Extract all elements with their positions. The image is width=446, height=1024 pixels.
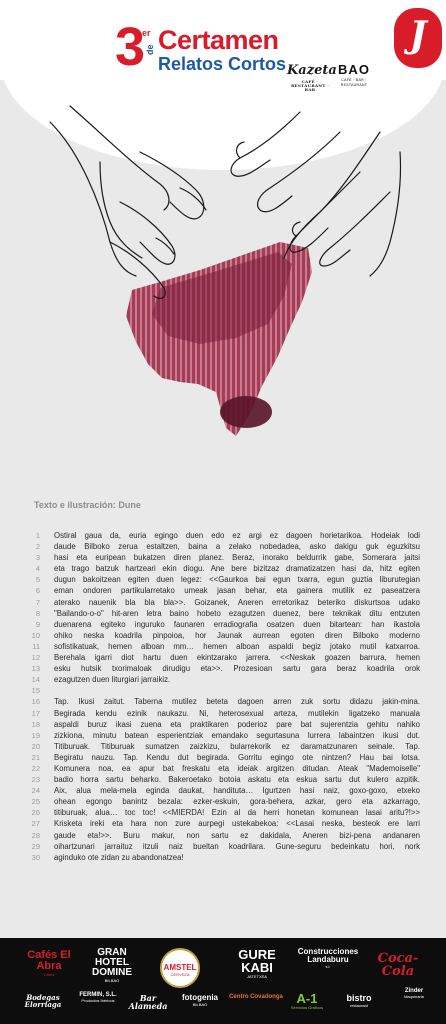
line-number: 21	[31, 752, 40, 762]
line-text: esku hutsik txorimaloak dirudigu eta>>. Prozesioan sartu gara beraz koadrila orok	[54, 664, 420, 674]
sponsor-name: Construcciones Landaburu	[297, 947, 359, 964]
red-stain	[126, 242, 312, 436]
line-number: 27	[31, 819, 40, 829]
sponsor-footer	[0, 938, 446, 1024]
sponsor-name: Centro Covadonga	[229, 994, 283, 1000]
line-text: aterako nauenik bla bla bla>>. Goizanek, Aneren erretorikaz beteriko diskurtsoa udako	[54, 597, 420, 607]
line-text: Begiratu nauzu. Tap. Kendu dut begirada. Gorritu egingo ote nintzen? Hau bai lotsa.	[54, 752, 420, 762]
publication-logo-letter: J	[409, 14, 427, 56]
story-line	[24, 552, 420, 563]
line-number: 15	[31, 686, 40, 696]
line-number: 13	[31, 664, 40, 674]
line-number: 2	[35, 542, 40, 552]
line-number: 19	[31, 730, 40, 740]
sponsor-subtitle: restaurant	[349, 1003, 368, 1008]
line-number: 23	[31, 775, 40, 785]
sponsor-logo	[228, 994, 284, 1000]
hands-and-red-stain-illustration	[40, 92, 410, 442]
story-line	[24, 708, 420, 719]
line-number: 30	[31, 852, 40, 862]
line-text: Krisketa ireki eta hara non zure aurpegi ustekabekoa: <<Lasai neska, besteok ere larri	[54, 819, 420, 829]
line-number: 28	[31, 830, 40, 840]
line-number: 29	[31, 841, 40, 851]
story-line	[24, 852, 420, 863]
line-text: oihartzunari jarraituz itzuli naiz bueltan koadrilara. Gune-seguru bedeinkatu hori, nork	[54, 841, 420, 851]
sponsor-logo	[392, 988, 436, 999]
story-line	[24, 585, 420, 596]
line-text: zizkiona, minutu batean esperientziak emandako segurtasuna lurrera labaintzen ikusi dut.	[54, 730, 420, 740]
sponsor-logo	[20, 950, 78, 977]
line-number: 14	[31, 675, 40, 685]
story-line	[24, 674, 420, 685]
story-line	[24, 608, 420, 619]
story-line	[24, 785, 420, 796]
title-line1: Certamen	[158, 25, 279, 55]
story-line	[24, 807, 420, 818]
story-line	[24, 830, 420, 841]
sponsor-logo	[226, 948, 288, 979]
sponsor-name: Zinder	[404, 988, 424, 994]
story-line	[24, 841, 420, 852]
sponsor-logo	[78, 992, 118, 1003]
illustration-credit: Texto e ilustración: Dune	[34, 500, 141, 510]
line-number: 10	[31, 630, 40, 640]
story-line	[24, 574, 420, 585]
line-text: gaude eta!>>. Buru makur, non sartu ez dakidala, Aneren bizi-pena andanaren	[54, 830, 420, 840]
sponsor-subtitle: Productos Ibéricos	[81, 998, 115, 1003]
left-hand-drawing	[50, 106, 206, 298]
line-text: ohean egongo banintz bezala: ezker-eskuin, gora-behera, azkar, gero eta azkarrago,	[54, 797, 420, 807]
sponsor-logo	[366, 952, 430, 978]
sponsor-logo	[10, 994, 76, 1008]
story-line	[24, 818, 420, 829]
sponsor-name: A-1	[296, 991, 318, 1006]
line-number: 1	[35, 531, 40, 540]
story-line	[24, 663, 420, 674]
sponsor-name: FERMIN, S.L.	[79, 992, 117, 998]
sponsor-name: Coca-Cola	[377, 951, 419, 979]
line-number: 24	[31, 786, 40, 796]
story-line	[24, 541, 420, 552]
bao-logo: BAO CAFÉ · BAR · RESTAURANT	[338, 62, 370, 87]
line-number: 7	[35, 597, 40, 607]
edition-number: 3	[115, 17, 144, 77]
line-text: Komunera noa, ea apur bat freskatu eta ideiak argitzen ditudan. Ateak "Mademoiselle"	[54, 763, 420, 773]
story-line	[24, 796, 420, 807]
sponsor-name: GURE KABI	[238, 947, 276, 975]
header	[0, 0, 446, 92]
story-line	[24, 619, 420, 630]
edition-suffix: er	[142, 28, 151, 38]
line-number: 6	[35, 586, 40, 596]
sponsor-subtitle: BILBAO	[192, 1002, 208, 1007]
sponsor-name: Bodegas Elorriaga	[24, 993, 62, 1009]
story-line	[24, 652, 420, 663]
sponsor-subtitle: BILBAO	[104, 978, 120, 983]
line-text: "Bailando-o-o" hit-aren letra baino hobeto ezagutzen duenez, bere teknikak ditu entzuten	[54, 608, 420, 618]
publication-logo	[394, 8, 442, 68]
line-number: 26	[31, 808, 40, 818]
line-number: 5	[35, 575, 40, 585]
sponsor-logo	[290, 992, 324, 1010]
line-text: Tap. Ikusi zaitut. Taberna mutilez beteta dagoen arren zuk sortu didazu jakin-mina.	[54, 697, 420, 707]
line-text: Berehala igarri diot hartu duen ekintzarako jarrera. <<Neskak goazen barrura, hemen	[54, 653, 420, 663]
line-text: duenarena egiteko inguruko faunaren erradiografia osatzen duen bitartean: han ikastola	[54, 619, 420, 629]
sponsor-logo	[84, 948, 140, 983]
sponsor-name: fotogenia	[182, 993, 218, 1002]
line-number: 9	[35, 619, 40, 629]
line-text: Aix, alua mela-mela eginda daukat, handituta… Igurtzen hasi naiz, goxo-goxo, etxeko	[54, 786, 420, 796]
line-number: 22	[31, 763, 40, 773]
title-de: de	[145, 44, 155, 55]
story-line	[24, 530, 420, 541]
kazeta-logo: Kazeta CAFÉ · RESTAURANT · BAR	[287, 63, 337, 92]
title-line2: Relatos Cortos	[158, 54, 287, 74]
line-text: dugun bakoitzean egiten duen legez: <<Gaurkoa bai egun txarra, egun guztia liburutegian	[54, 575, 420, 585]
line-text: titiburuak, alua… toc toc! <<MIERDA! Ezin al da herri honetan komunean lasai aritu?!>>	[54, 808, 420, 818]
story-line	[24, 752, 420, 763]
line-number: 18	[31, 719, 40, 729]
sponsor-subtitle: s.l.	[325, 964, 331, 969]
sponsor-subtitle: Cafés	[43, 972, 55, 977]
line-text: badio horra sartu beharko. Bakeroetako botoia askatu eta eskua sartu dut kulero azpitik.	[54, 775, 420, 785]
line-text: eta trago batzuk hartzeari ekin diogu. Ane bere bizitzaz dramatizatzen hasi da, hitz egiten	[54, 564, 420, 574]
sponsor-logo	[160, 948, 200, 988]
line-number: 4	[35, 564, 40, 574]
line-text: ohiko neska koadrila pinpoioa, hor Jaunak aurrean egoten diren Bilboko moderno	[54, 630, 420, 640]
line-number: 3	[35, 553, 40, 563]
line-text: Begirada kendu ezinik naukazu. Ni, heterosexual arteza, mutilekin ligatzeko manuala	[54, 708, 420, 718]
story-line	[24, 563, 420, 574]
line-text: sofistikatuak, hemen alboan mm… hemen alboan aspaldi begiz jotako mutil katxarroa.	[54, 641, 420, 651]
sponsor-name: Cafés El Abra	[27, 949, 71, 972]
story-line	[24, 597, 420, 608]
story-line	[24, 719, 420, 730]
line-text: Ostiral gaua da, euria egingo duen edo ez argi ez dagoen horietarikoa. Hodeiak lodi	[54, 531, 420, 540]
sponsor-name: GRAN HOTEL DOMINE	[92, 947, 132, 978]
story-line	[24, 696, 420, 707]
story-line	[24, 630, 420, 641]
line-text: aspaldi buruz ikasi zuena eta praktikaren poderioz pare bat sujerentzia gehitu nahiko	[54, 719, 420, 729]
line-text: aginduko ote zidan zu abandonatzea!	[54, 852, 184, 862]
story-line	[24, 730, 420, 741]
sponsor-logo	[178, 994, 222, 1007]
line-number: 17	[31, 708, 40, 718]
line-text: daude Bilboko zerua estaltzen, baina a zelako nobedadea, asko dakigu guk eguzkitsu	[54, 542, 420, 552]
line-number: 25	[31, 797, 40, 807]
story-line	[24, 774, 420, 785]
line-text: ezagutzen duen liturgiari jarraikiz.	[54, 675, 171, 685]
sponsor-subtitle: JATETXEA	[247, 974, 267, 979]
story-line	[24, 741, 420, 752]
line-text: Titiburuak. Titiburuak sumatzen zaizkizu, bularrekorik ez daramatzunaren seinale. Tap.	[54, 741, 420, 751]
sponsor-subtitle: Servicios Gráficos	[290, 1005, 324, 1010]
line-text: hasi eta euripean bukatzen diren planez. Beraz, inorako beldurrik gabe, Somerara jaitsi	[54, 553, 420, 563]
sponsor-subtitle: CERVEZA	[170, 972, 190, 977]
line-number: 12	[31, 653, 40, 663]
line-number: 11	[32, 641, 40, 651]
sponsor-name: Bar Alameda	[128, 993, 168, 1011]
sponsor-name: bistro	[346, 993, 372, 1003]
line-text: eman ondoren partikularretako umeak jasan behar, eta gainera mutilik ez paseatzera	[54, 586, 420, 596]
line-number: 16	[31, 697, 40, 707]
sponsor-logo	[334, 994, 384, 1008]
story-line	[24, 685, 420, 696]
story-line	[24, 641, 420, 652]
sponsor-name: AMSTEL	[163, 963, 197, 972]
sponsor-subtitle: Maquinaria	[404, 994, 424, 999]
story-text	[24, 530, 420, 863]
line-number: 20	[31, 741, 40, 751]
story-line	[24, 763, 420, 774]
line-number: 8	[35, 608, 40, 618]
contest-title	[115, 17, 370, 92]
sponsor-logo	[126, 994, 170, 1010]
sponsor-logo	[292, 948, 364, 969]
